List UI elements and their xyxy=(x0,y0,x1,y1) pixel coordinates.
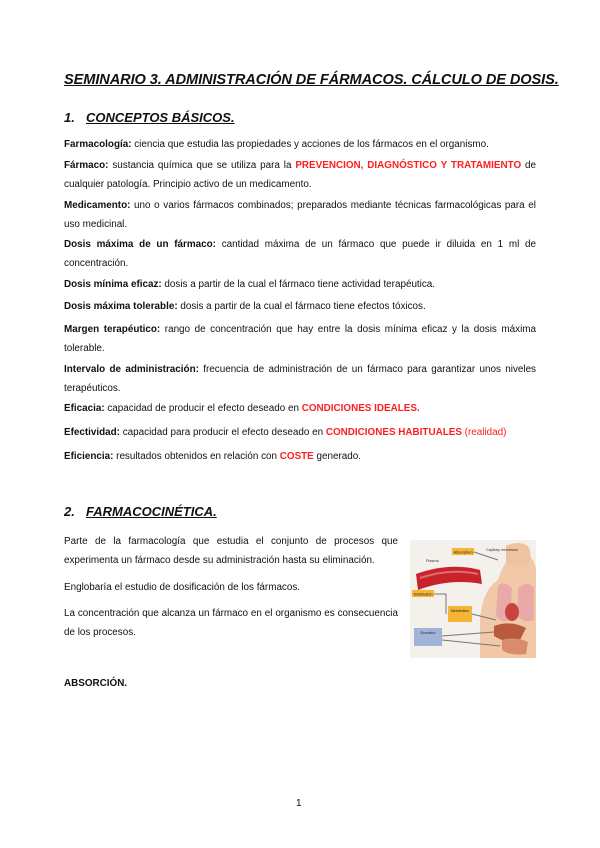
def-term: Efectividad: xyxy=(64,427,120,438)
page-number: 1 xyxy=(296,798,302,809)
def-text: capacidad para producir el efecto deseado en xyxy=(119,427,326,438)
absorcion-heading: ABSORCIÓN. xyxy=(64,678,128,689)
def-efectividad xyxy=(64,423,536,442)
figure-label-absorption: Absorption xyxy=(453,549,473,555)
def-highlight: CONDICIONES IDEALES. xyxy=(301,403,420,414)
def-text: uno o varios fármacos combinados; preparados mediante técnicas farmacológicas para el uso medicinal. xyxy=(64,200,536,230)
figure-label-metabolism: Metabolism xyxy=(450,609,470,613)
def-eficiencia xyxy=(64,447,536,466)
def-text: de cualquier patología. Principio activo de un medicamento. xyxy=(64,160,536,190)
def-term: Intervalo de administración: xyxy=(64,364,199,375)
figure-label-distribution: Distribution xyxy=(413,592,433,597)
def-term: Dosis mínima eficaz: xyxy=(64,279,162,290)
def-text: rango de concentración que hay entre la dosis mínima eficaz y la dosis máxima tolerable. xyxy=(64,324,536,354)
def-text: dosis a partir de la cual el fármaco tiene actividad terapéutica. xyxy=(161,279,436,290)
def-medicamento xyxy=(64,196,536,234)
def-highlight: PREVENCION, DIAGNÓSTICO Y TRATAMIENTO xyxy=(295,160,522,171)
figure-label-excretion: Excretion xyxy=(420,631,436,635)
def-intervalo xyxy=(64,360,536,398)
def-term: Dosis máxima tolerable: xyxy=(64,301,178,312)
def-dosis-max-tolerable xyxy=(64,297,536,316)
farmacocinetica-p2: Englobaría el estudio de dosificación de los fármacos. xyxy=(64,582,301,593)
def-dosis-max-farmaco xyxy=(64,235,536,273)
def-farmacologia xyxy=(64,135,536,154)
def-text: capacidad de producir el efecto deseado en xyxy=(104,403,302,414)
farmacocinetica-p1: Parte de la farmacología que estudia el conjunto de procesos que experimenta un fármaco desde su administración hasta su eliminación. xyxy=(64,536,398,566)
pharmacokinetics-diagram xyxy=(410,540,536,658)
pharmacokinetics-illustration xyxy=(410,540,536,658)
def-text: cantidad máxima de un fármaco que puede ir diluida en 1 ml de concentración. xyxy=(64,239,536,269)
def-eficacia xyxy=(64,399,536,418)
section-2-number: 2. xyxy=(64,504,75,519)
def-text: sustancia química que se utiliza para la xyxy=(108,160,296,171)
def-text: dosis a partir de la cual el fármaco tiene efectos tóxicos. xyxy=(177,301,426,312)
figure-label-capillary: Capillary membrane xyxy=(486,548,519,552)
def-margen-terapeutico xyxy=(64,320,536,358)
def-term: Farmacología: xyxy=(64,139,132,150)
def-term: Dosis máxima de un fármaco: xyxy=(64,239,216,250)
farmacocinetica-p3: La concentración que alcanza un fármaco en el organismo es consecuencia de los procesos. xyxy=(64,608,398,638)
section-2-heading xyxy=(64,504,217,519)
def-highlight: CONDICIONES HABITUALES xyxy=(325,427,462,438)
def-farmaco xyxy=(64,156,536,194)
document-title: SEMINARIO 3. ADMINISTRACIÓN DE FÁRMACOS. CÁLCULO DE DOSIS. xyxy=(64,72,559,88)
def-highlight: COSTE xyxy=(279,451,314,462)
section-1-heading xyxy=(64,110,235,125)
figure-label-plasma: Plasma xyxy=(426,559,439,563)
def-text: resultados obtenidos en relación con xyxy=(113,451,280,462)
def-dosis-min-eficaz xyxy=(64,275,536,294)
section-1-number: 1. xyxy=(64,110,75,125)
section-1-label: CONCEPTOS BÁSICOS. xyxy=(86,110,235,125)
def-text: ciencia que estudia las propiedades y acciones de los fármacos en el organismo. xyxy=(131,139,489,150)
def-term: Eficiencia: xyxy=(64,451,114,462)
def-term: Medicamento: xyxy=(64,200,131,211)
def-text: generado. xyxy=(313,451,362,462)
def-term: Eficacia: xyxy=(64,403,105,414)
def-term: Margen terapéutico: xyxy=(64,324,161,335)
section-2-label: FARMACOCINÉTICA. xyxy=(86,504,217,519)
def-highlight-note: (realidad) xyxy=(461,427,507,438)
def-term: Fármaco: xyxy=(64,160,109,171)
def-text: frecuencia de administración de un fármaco para garantizar unos niveles terapéuticos. xyxy=(64,364,536,394)
